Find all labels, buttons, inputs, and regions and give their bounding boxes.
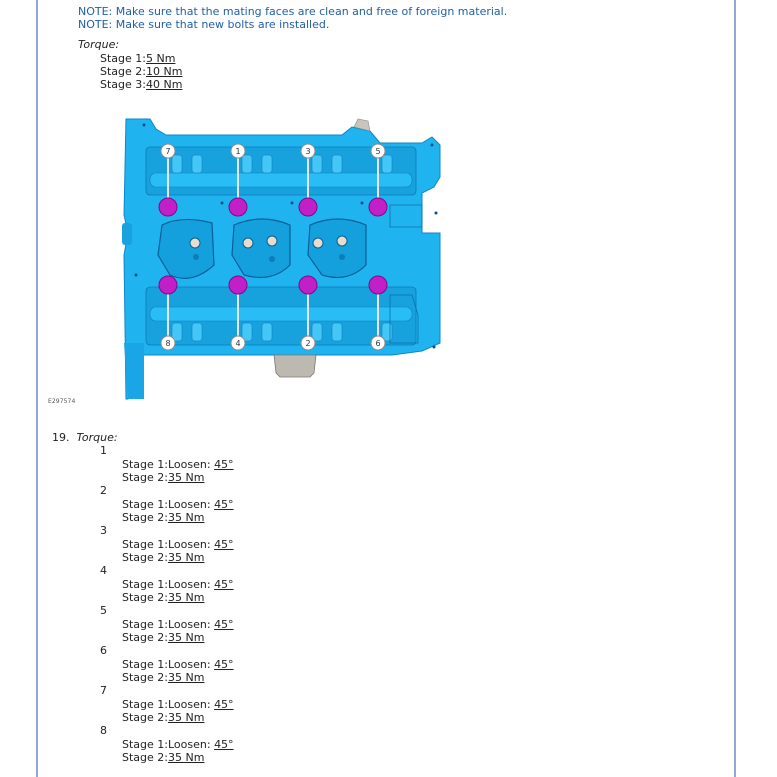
bolt-stage-1: Stage 1:Loosen: 45° (122, 738, 234, 751)
callout-bottom-2: 4 (235, 339, 241, 348)
stage-label: Stage 2: (100, 65, 146, 78)
bolt-number: 7 (100, 684, 107, 697)
bolt-number: 6 (100, 644, 107, 657)
bolt-number: 5 (100, 604, 107, 617)
left-border (36, 0, 38, 777)
stage-value: 10 Nm (146, 65, 183, 78)
callout-top-2: 1 (235, 147, 241, 156)
bolt-stage-2: Stage 2:35 Nm (122, 471, 205, 484)
torque-stage-2 (100, 65, 182, 78)
callout-bottom-3: 2 (305, 339, 311, 348)
bolt-number: 1 (100, 444, 107, 457)
bolt-stage-1: Stage 1:Loosen: 45° (122, 698, 234, 711)
bolt-stage-2: Stage 2:35 Nm (122, 551, 205, 564)
step-number: 19. (52, 431, 70, 444)
bolt-stage-2: Stage 2:35 Nm (122, 631, 205, 644)
callout-top-4: 5 (375, 147, 381, 156)
bolt-number: 2 (100, 484, 107, 497)
bolt-stage-1: Stage 1:Loosen: 45° (122, 618, 234, 631)
bolt-stage-2: Stage 2:35 Nm (122, 751, 205, 764)
cylinder-head-illustration (122, 115, 447, 402)
step-19-heading (52, 431, 118, 444)
bolt-stage-1: Stage 1:Loosen: 45° (122, 578, 234, 591)
callout-top-1: 7 (165, 147, 171, 156)
note-mating-faces: NOTE: Make sure that the mating faces are clean and free of foreign material. (78, 5, 508, 18)
figure-id: E297574 (48, 398, 76, 405)
bolt-stage-2: Stage 2:35 Nm (122, 671, 205, 684)
torque-heading: Torque: (78, 38, 120, 51)
stage-label: Stage 1: (100, 52, 146, 65)
torque-stage-3 (100, 78, 182, 91)
step-heading: Torque: (76, 431, 118, 444)
bolt-stage-2: Stage 2:35 Nm (122, 511, 205, 524)
right-border (734, 0, 736, 777)
callout-bottom-1: 8 (165, 339, 171, 348)
bolt-number: 3 (100, 524, 107, 537)
bolt-stage-1: Stage 1:Loosen: 45° (122, 498, 234, 511)
stage-value: 5 Nm (146, 52, 176, 65)
note-new-bolts: NOTE: Make sure that new bolts are installed. (78, 18, 330, 31)
callout-top-3: 3 (305, 147, 311, 156)
bolt-stage-2: Stage 2:35 Nm (122, 711, 205, 724)
bolt-number: 8 (100, 724, 107, 737)
bolt-stage-2: Stage 2:35 Nm (122, 591, 205, 604)
bolt-stage-1: Stage 1:Loosen: 45° (122, 538, 234, 551)
callout-bottom-4: 6 (375, 339, 381, 348)
bolt-number: 4 (100, 564, 107, 577)
stage-value: 40 Nm (146, 78, 183, 91)
stage-label: Stage 3: (100, 78, 146, 91)
torque-stage-1 (100, 52, 175, 65)
bolt-stage-1: Stage 1:Loosen: 45° (122, 658, 234, 671)
cylinder-head-diagram (122, 115, 447, 402)
bolt-stage-1: Stage 1:Loosen: 45° (122, 458, 234, 471)
